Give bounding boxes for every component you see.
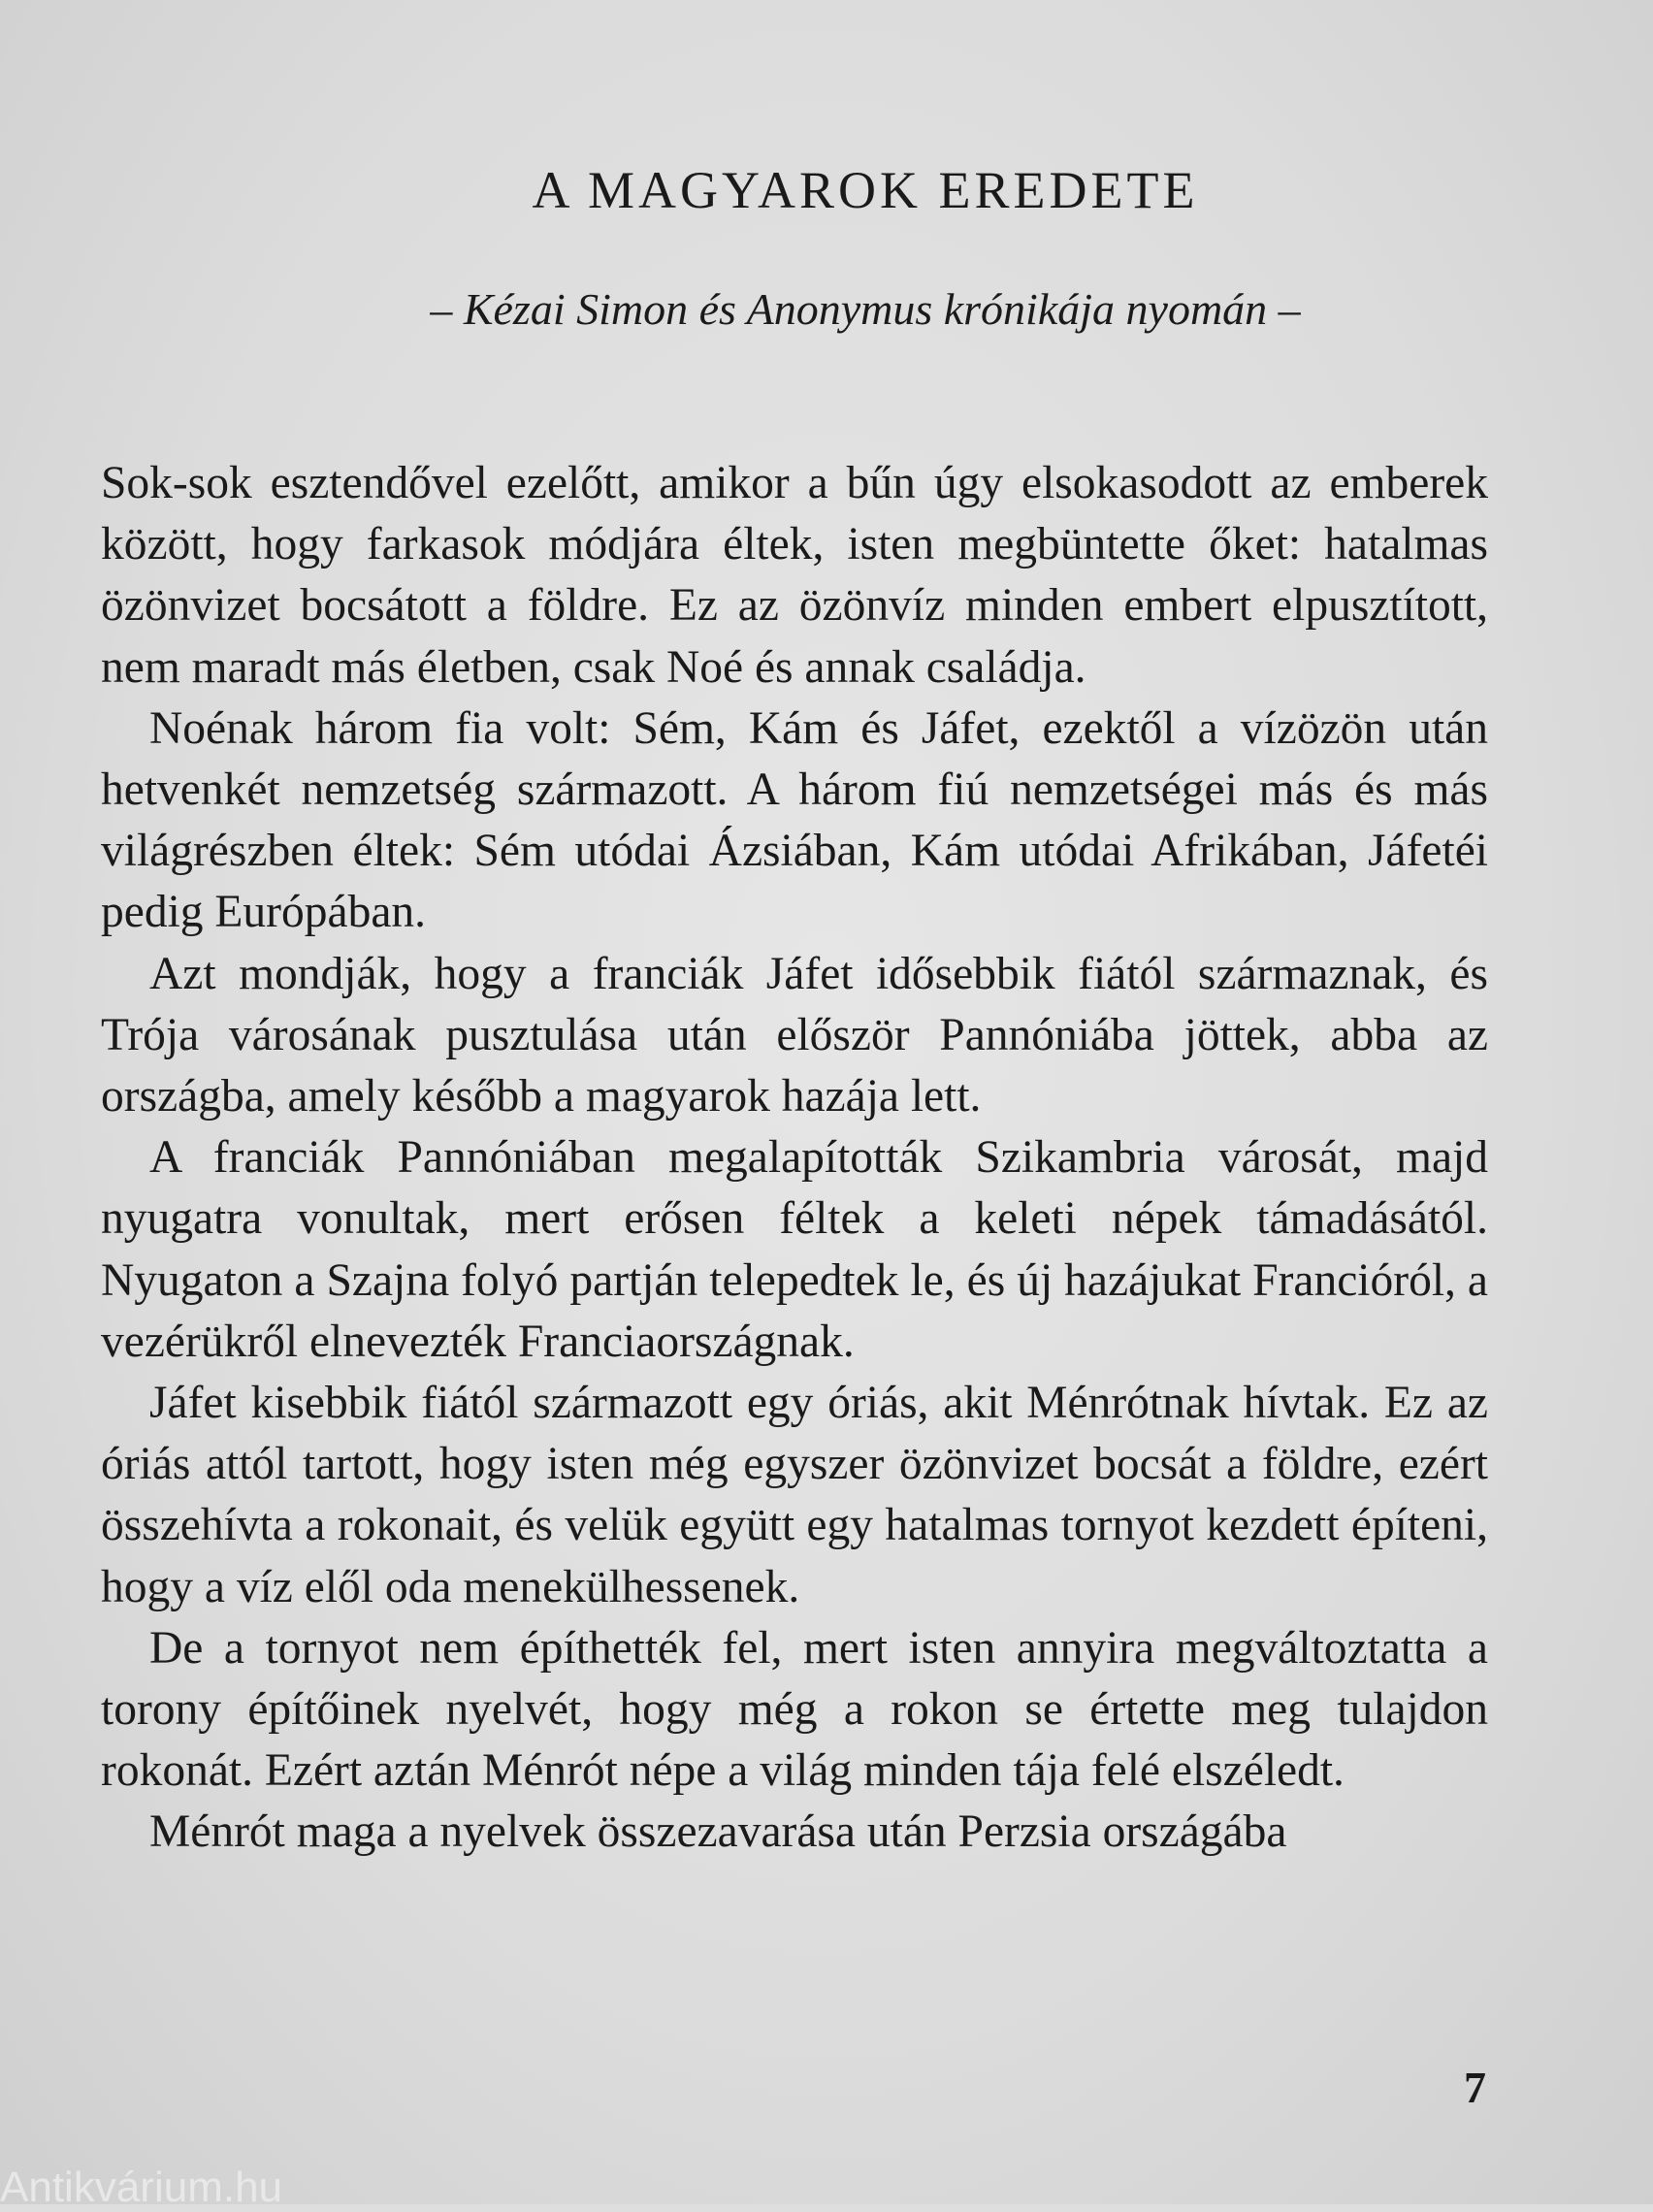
body-text: [101, 453, 1488, 1864]
page-title: A MAGYAROK EREDETE: [532, 161, 1199, 219]
paragraph: Sok-sok esztendővel ezelőtt, amikor a bűn úgy elsokasodott az emberek között, hogy farkasok módjára éltek, isten megbüntette őket: hatalmas özönvizet bocsátott a földre. Ez az özönvíz minden embert elpusztított, nem maradt más életben, csak Noé és annak családja.: [101, 458, 1488, 693]
paragraph: Noénak három fia volt: Sém, Kám és Jáfet, ezektől a vízözön után hetvenkét nemzetség származott. A három fiú nemzetségei más és más világrészben éltek: Sém utódai Ázsiában, Kám utódai Afrikában, Jáfetéi pedig Európában.: [101, 702, 1488, 938]
watermark: Antikvárium.hu: [0, 2163, 283, 2211]
page-number: 7: [1464, 2063, 1486, 2112]
paragraph: Ménrót maga a nyelvek összezavarása után Perzsia országába: [149, 1806, 1287, 1858]
paragraph: A franciák Pannóniában megalapították Szikambria városát, majd nyugatra vonultak, mert erősen féltek a keleti népek támadásától. Nyugaton a Szajna folyó partján telepedtek le, és új hazájukat Francióról, a vezérükről elnevezték Franciaországnak.: [101, 1132, 1488, 1367]
page-subtitle: – Kézai Simon és Anonymus krónikája nyomán –: [430, 284, 1301, 334]
paragraph: Azt mondják, hogy a franciák Jáfet idősebbik fiától származnak, és Trója városának pusztulása után először Pannóniába jöttek, abba az országba, amely később a magyarok hazája lett.: [101, 948, 1488, 1122]
paragraph: Jáfet kisebbik fiától származott egy óriás, akit Ménrótnak hívtak. Ez az óriás attól tartott, hogy isten még egyszer özönvizet bocsát a földre, ezért összehívta a rokonait, és velük együtt egy hatalmas tornyot kezdett építeni, hogy a víz elől oda menekülhessenek.: [101, 1378, 1488, 1612]
paragraph: De a tornyot nem építhették fel, mert isten annyira megváltoztatta a torony építőinek nyelvét, hogy még a rokon se értette meg tulajdon rokonát. Ezért aztán Ménrót népe a világ minden tája felé elszéledt.: [101, 1622, 1488, 1797]
